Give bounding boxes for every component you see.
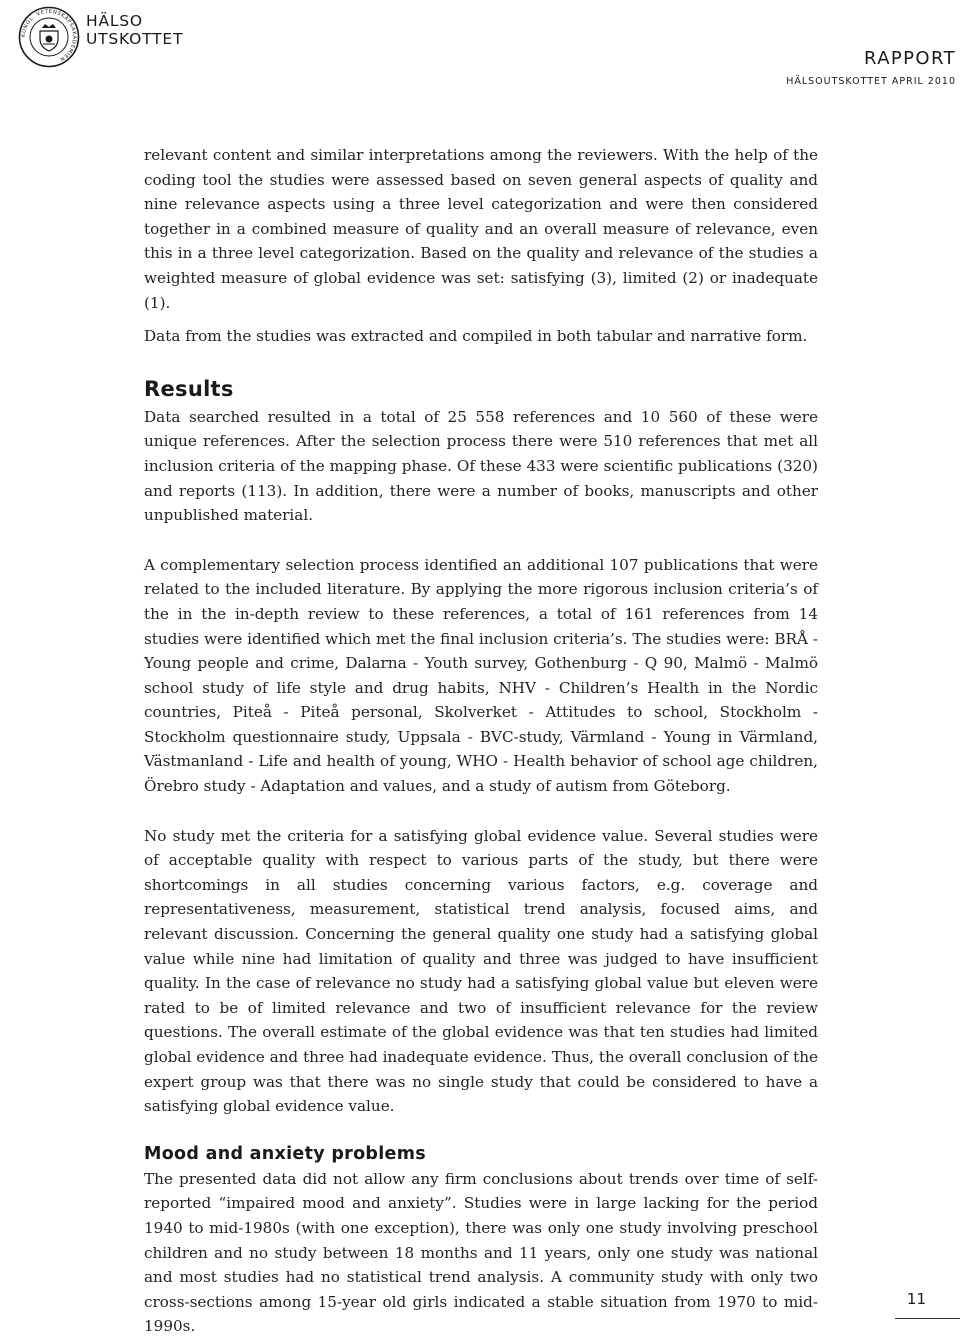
paragraph-method: relevant content and similar interpretations among the reviewers. With the help of the coding tool the studies were assessed based on seven general aspects of quality and nine relevance aspects using a three level categorization and were then considered together in a combined measure of quality and an overall measure of relevance, even this in a three level categorization. Based on the quality and relevance of the studies a weighted measure of global evidence was set: satisfying (3), limited (2) or inadequate (1).	[144, 146, 818, 312]
paragraph-search-results: Data searched resulted in a total of 25 558 references and 10 560 of these were unique references. After the selection process there were 510 references that met all inclusion criteria of the mapping phase. Of these 433 were scientific publications (320) and reports (113). In addition, there were a number of books, manuscripts and other unpublished material.	[144, 407, 818, 525]
report-label: RAPPORT	[864, 48, 956, 69]
paragraph-data-extraction: Data from the studies was extracted and compiled in both tabular and narrative form.	[144, 327, 808, 346]
org-name-line2: UTSKOTTET	[86, 30, 184, 48]
svg-text:KUNGL. VETENSKAPSAKADEMIEN: KUNGL. VETENSKAPSAKADEMIEN	[20, 8, 78, 63]
paragraph-evidence-assessment: No study met the criteria for a satisfying global evidence value. Several studies were of acceptable quality with respect to various parts of the study, but there were shortcomings in all studies concerning various factors, e.g. coverage and representativeness, measurement, statistical trend analysis, focused aims, and relevant discussion. Concerning the general quality one study had a satisfying global value while nine had limitation of quality and three was judged to have insufficient quality. In the case of relevance no study had a satisfying global value but eleven were rated to be of limited relevance and two of insufficient relevance for the review questions. The overall estimate of the global evidence was that ten studies had limited global evidence and three had inadequate evidence. Thus, the overall conclusion of the expert group was that there was no single study that could be considered to have a satisfying global evidence value.	[144, 826, 818, 1116]
heading-mood-anxiety: Mood and anxiety problems	[144, 1143, 426, 1164]
org-name-line1: HÄLSO	[86, 12, 143, 30]
paragraph-complementary-selection: A complementary selection process identified an additional 107 publications that were related to the included literature. By applying the more rigorous inclusion criteria’s of the in the in-depth review to these references, a total of 161 references from 14 studies were identified which met the final inclusion criteria’s. The studies were: BRÅ - Young people and crime, Dalarna - Youth survey, Gothenburg - Q 90, Malmö - Malmö school study of life style and drug habits, NHV - Children’s Health in the Nordic countries, Piteå - Piteå personal, Skolverket - Attitudes to school, Stockholm - Stockholm questionnaire study, Uppsala - BVC-study, Värmland - Young in Värmland, Västmanland - Life and health of young, WHO - Health behavior of school age children, Örebro study - Adaptation and values, and a study of autism from Göteborg.	[144, 555, 818, 796]
heading-results: Results	[144, 376, 234, 401]
report-date: HÄLSOUTSKOTTET APRIL 2010	[786, 76, 956, 87]
academy-seal-logo	[18, 6, 80, 68]
footer-rule	[895, 1318, 960, 1319]
paragraph-mood-anxiety: The presented data did not allow any firm conclusions about trends over time of self-reported “impaired mood and anxiety”. Studies were in large lacking for the period 1940 to mid-1980s (with one exception), there was only one study involving preschool children and no study between 18 months and 11 years, only one study was national and most studies had no statistical trend analysis. A community study with only two cross-sections among 15-year old girls indicated a stable situation from 1970 to mid-1990s.	[144, 1169, 818, 1336]
page-number: 11	[906, 1290, 926, 1308]
main-body	[144, 143, 818, 1339]
org-name	[86, 12, 183, 48]
